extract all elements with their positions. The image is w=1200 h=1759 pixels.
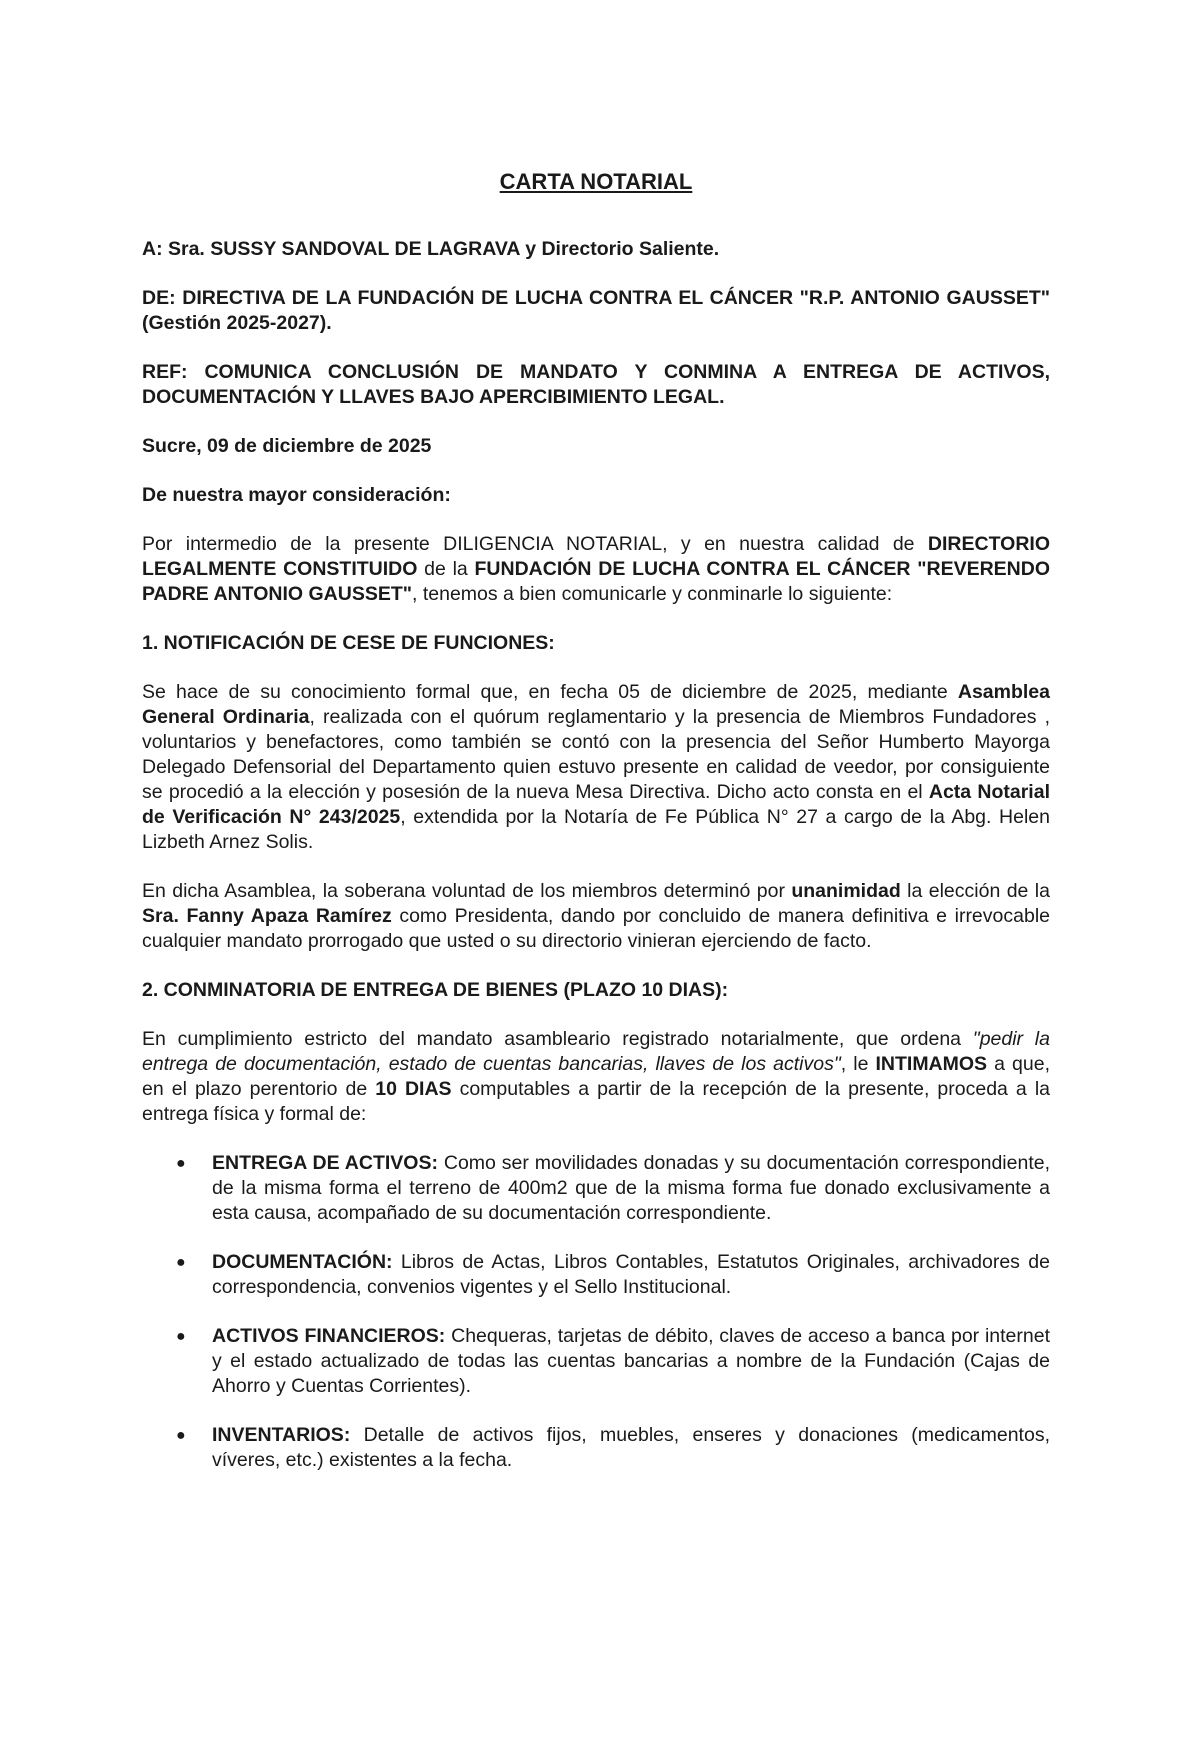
s1p1-bold-2: Acta Notarial de Verificación N° 243/2025: [142, 781, 1050, 828]
salutation: De nuestra mayor consideración:: [142, 484, 451, 506]
s1p1-text-3: , extendida por la Notaría de Fe Pública N° 27 a cargo de la Abg. Helen Lizbeth Arnez Solis.: [142, 806, 1050, 853]
list-item: [142, 1250, 1050, 1300]
list-item: [142, 1151, 1050, 1226]
intro-text-1: Por intermedio de la presente DILIGENCIA NOTARIAL, y en nuestra calidad de: [142, 533, 928, 555]
intro-bold-1: DIRECTORIO LEGALMENTE CONSTITUIDO: [142, 533, 1050, 580]
bullet-icon: ●: [176, 1427, 186, 1444]
s1p1-text-2: , realizada con el quórum reglamentario y la presencia de Miembros Fundadores , voluntarios y benefactores, como también se contó con la presencia del Señor Humberto Mayorga Delegado Defensorial del Departamento quien estuvo presente en calidad de veedor, por consiguiente se procedió a la elección y posesión de la nueva Mesa Directiva. Dicho acto consta en el: [142, 706, 1051, 803]
s1p2-bold-2: Sra. Fanny Apaza Ramírez: [142, 905, 392, 927]
reference: REF: COMUNICA CONCLUSIÓN DE MANDATO Y CONMINA A ENTREGA DE ACTIVOS, DOCUMENTACIÓN Y LLAVES BAJO APERCIBIMIENTO LEGAL.: [142, 361, 1050, 408]
delivery-items-list: [142, 1151, 1050, 1473]
intro-text-2: de la: [417, 558, 475, 580]
s2p1-text-2: , le: [840, 1053, 876, 1075]
section-1-paragraph-2: [142, 879, 1050, 954]
item-label: ACTIVOS FINANCIEROS:: [212, 1325, 446, 1347]
s1p2-text-1: En dicha Asamblea, la soberana voluntad de los miembros determinó por: [142, 880, 792, 902]
s1p1-text-1: Se hace de su conocimiento formal que, en fecha 05 de diciembre de 2025, mediante: [142, 681, 958, 703]
item-label: ENTREGA DE ACTIVOS:: [212, 1152, 438, 1174]
s1p2-bold-1: unanimidad: [791, 880, 901, 902]
item-text: Chequeras, tarjetas de débito, claves de acceso a banca por internet y el estado actualizado de todas las cuentas bancarias a nombre de la Fundación (Cajas de Ahorro y Cuentas Corrientes).: [212, 1325, 1050, 1397]
list-item: [142, 1324, 1050, 1399]
s2p1-text-4: computables a partir de la recepción de la presente, proceda a la entrega física y formal de:: [142, 1078, 1050, 1125]
intro-text-3: , tenemos a bien comunicarle y conminarle lo siguiente:: [412, 583, 893, 605]
bullet-icon: ●: [176, 1155, 186, 1172]
s2p1-text-1: En cumplimiento estricto del mandato asambleario registrado notarialmente, que ordena: [142, 1028, 973, 1050]
item-text: Libros de Actas, Libros Contables, Estatutos Originales, archivadores de correspondencia, convenios vigentes y el Sello Institucional.: [212, 1251, 1050, 1298]
bullet-icon: ●: [176, 1254, 186, 1271]
item-label: DOCUMENTACIÓN:: [212, 1251, 393, 1273]
s1p2-text-3: como Presidenta, dando por concluido de manera definitiva e irrevocable cualquier mandato prorrogado que usted o su directorio vinieran ejerciendo de facto.: [142, 905, 1050, 952]
addressee: A: Sra. SUSSY SANDOVAL DE LAGRAVA y Directorio Saliente.: [142, 238, 720, 260]
item-text: Detalle de activos fijos, muebles, enseres y donaciones (medicamentos, víveres, etc.) existentes a la fecha.: [212, 1424, 1050, 1471]
item-label: INVENTARIOS:: [212, 1424, 351, 1446]
s2p1-italic-quote: "pedir la entrega de documentación, estado de cuentas bancarias, llaves de los activos": [142, 1028, 1050, 1075]
bullet-icon: ●: [176, 1328, 186, 1345]
s2p1-bold-1: INTIMAMOS: [875, 1053, 988, 1075]
place-date: Sucre, 09 de diciembre de 2025: [142, 435, 432, 457]
section-2-paragraph-1: [142, 1027, 1050, 1127]
s1p2-text-2: la elección de la: [900, 880, 1050, 902]
intro-bold-2: FUNDACIÓN DE LUCHA CONTRA EL CÁNCER "REVERENDO PADRE ANTONIO GAUSSET": [142, 558, 1051, 605]
section-2-heading: 2. CONMINATORIA DE ENTREGA DE BIENES (PLAZO 10 DIAS):: [142, 979, 729, 1001]
list-item: [142, 1423, 1050, 1473]
document-title: CARTA NOTARIAL: [499, 169, 693, 194]
s2p1-bold-2: 10 DIAS: [375, 1078, 452, 1100]
item-text: Como ser movilidades donadas y su documentación correspondiente, de la misma forma el terreno de 400m2 que de la misma forma fue donado exclusivamente a esta causa, acompañado de su documentación correspondiente.: [212, 1152, 1050, 1224]
s1p1-bold-1: Asamblea General Ordinaria: [142, 681, 1050, 728]
intro-paragraph: [142, 532, 1050, 607]
s2p1-text-3: a que, en el plazo perentorio de: [142, 1053, 1050, 1100]
sender: DE: DIRECTIVA DE LA FUNDACIÓN DE LUCHA CONTRA EL CÁNCER "R.P. ANTONIO GAUSSET" (Gestión 2025-2027).: [142, 287, 1050, 334]
document-page: [142, 168, 1050, 1497]
section-1-heading: 1. NOTIFICACIÓN DE CESE DE FUNCIONES:: [142, 632, 555, 654]
section-1-paragraph-1: [142, 680, 1050, 855]
